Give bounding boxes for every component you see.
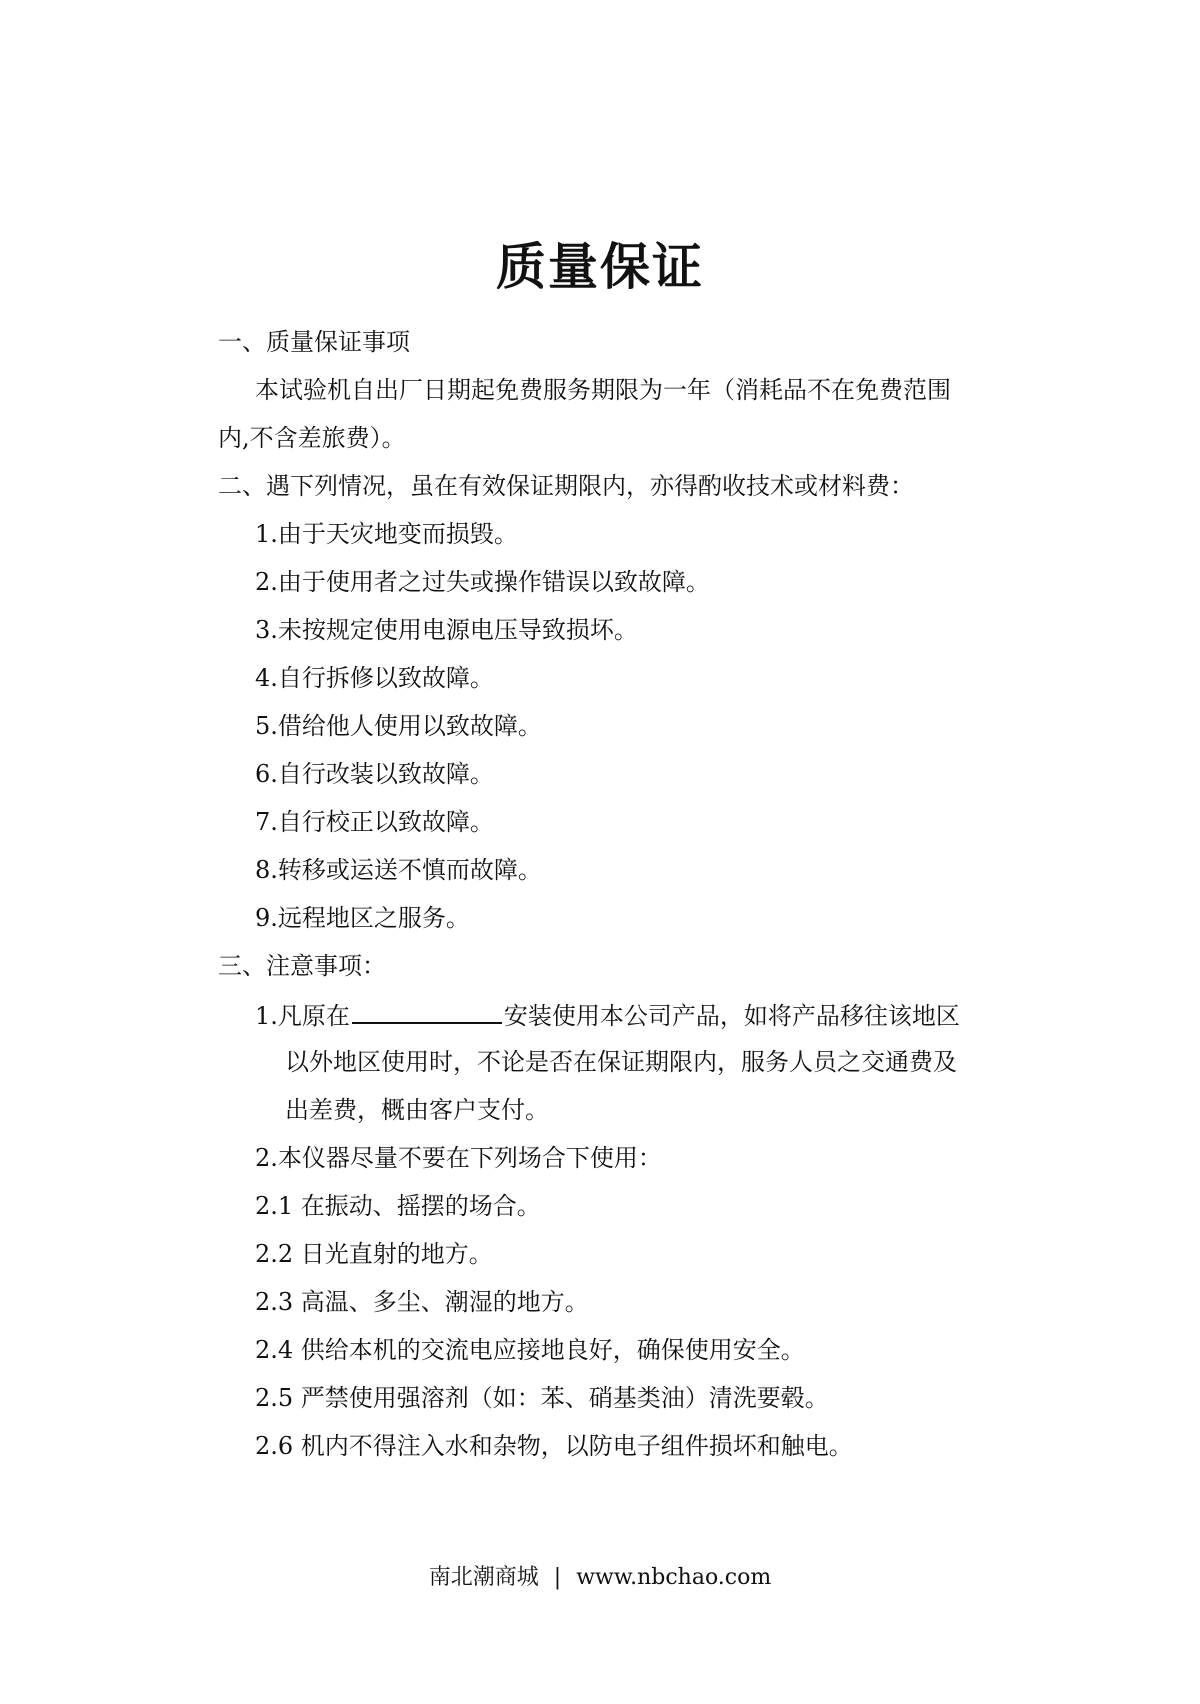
section-2-item-2: 2.由于使用者之过失或操作错误以致故障。 xyxy=(255,568,710,596)
section-1-paragraph-line-2: 内,不含差旅费）。 xyxy=(218,424,406,452)
section-3-subitem-2-2: 2.2 日光直射的地方。 xyxy=(255,1240,493,1268)
section-2-item-9: 9.远程地区之服务。 xyxy=(255,904,470,932)
section-3-item-1-line-3: 出差费，概由客户支付。 xyxy=(285,1096,549,1124)
section-2-item-4: 4.自行拆修以致故障。 xyxy=(255,664,494,692)
section-3-item-2-heading: 2.本仪器尽量不要在下列场合下使用： xyxy=(255,1144,662,1172)
section-3-item-1-prefix: 1.凡原在 xyxy=(255,1002,350,1030)
section-2-heading: 二、遇下列情况，虽在有效保证期限内，亦得酌收技术或材料费： xyxy=(218,472,914,500)
section-3-subitem-2-5: 2.5 严禁使用强溶剂（如：苯、硝基类油）清洗要毂。 xyxy=(255,1384,829,1412)
section-3-subitem-2-4: 2.4 供给本机的交流电应接地良好，确保使用安全。 xyxy=(255,1336,805,1364)
section-3-heading: 三、注意事项： xyxy=(218,952,386,980)
section-3-item-1-line-1 xyxy=(255,998,960,1032)
page-footer xyxy=(0,1563,1200,1593)
section-3-subitem-2-6: 2.6 机内不得注入水和杂物，以防电子组件损坏和触电。 xyxy=(255,1432,853,1460)
footer-url[interactable]: www.nbchao.com xyxy=(576,1565,772,1590)
section-2-item-7: 7.自行校正以致故障。 xyxy=(255,808,494,836)
section-2-item-5: 5.借给他人使用以致故障。 xyxy=(255,712,542,740)
section-3-item-1-suffix: 安装使用本公司产品，如将产品移往该地区 xyxy=(503,1002,960,1030)
page-title: 质量保证 xyxy=(496,237,704,296)
section-2-item-1: 1.由于天灾地变而损毁。 xyxy=(255,520,518,548)
section-3-subitem-2-3: 2.3 高温、多尘、潮湿的地方。 xyxy=(255,1288,589,1316)
section-2-item-8: 8.转移或运送不慎而故障。 xyxy=(255,856,542,884)
section-3-subitem-2-1: 2.1 在振动、摇摆的场合。 xyxy=(255,1192,541,1220)
section-3-item-1-line-2: 以外地区使用时，不论是否在保证期限内，服务人员之交通费及 xyxy=(285,1048,957,1076)
section-1-paragraph-line-1: 本试验机自出厂日期起免费服务期限为一年（消耗品不在免费范围 xyxy=(255,376,951,404)
footer-site-name: 南北潮商城 xyxy=(428,1565,539,1590)
section-1-heading: 一、质量保证事项 xyxy=(218,328,410,356)
section-2-item-6: 6.自行改装以致故障。 xyxy=(255,760,494,788)
installation-location-blank xyxy=(352,998,502,1024)
footer-separator: | xyxy=(553,1565,562,1590)
section-2-item-3: 3.未按规定使用电源电压导致损坏。 xyxy=(255,616,638,644)
